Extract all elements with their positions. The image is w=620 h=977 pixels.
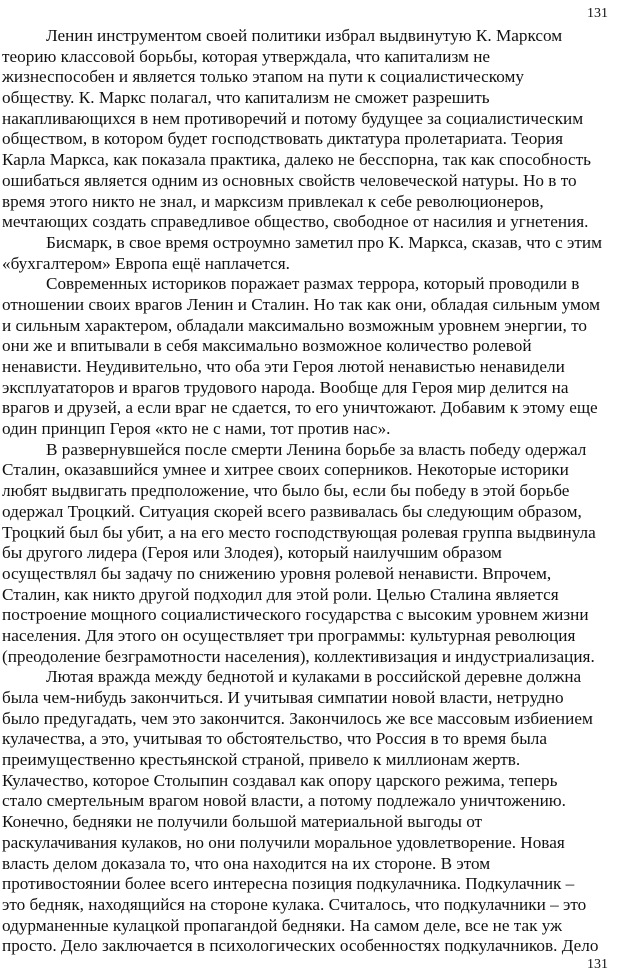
text-line: стало смертельным врагом новой власти, а потому подлежало уничтожению. (2, 791, 566, 811)
text-line: раскулачивания кулаков, но они получили моральное удовлетворение. Новая (2, 832, 565, 852)
text-line: одержал Троцкий. Ситуация скорей всего развивалась бы следующим образом, (2, 501, 582, 521)
text-line: врагов и друзей, а если враг не сдается, то его уничтожают. Добавим к этому еще (2, 398, 598, 418)
text-line: Ленин инструментом своей политики избрал выдвинутую К. Марксом (46, 26, 563, 45)
text-line: они же и впитывали в себя максимально возможное количество ролевой (2, 336, 532, 356)
text-line: это бедняк, находящийся на стороне кулака. Считалось, что подкулачники – это (2, 894, 587, 914)
text-line: Карла Маркса, как показала практика, далеко не бесспорна, так как способность (2, 150, 591, 170)
paragraph (0, 667, 620, 957)
text-line: одурманенные кулацкой пропагандой бедняки. На самом деле, все не так уж (2, 915, 563, 935)
text-line: бы другого лидера (Героя или Злодея), который наилучшим образом (2, 543, 502, 563)
text-line: Сталин, оказавшийся умнее и хитрее своих соперников. Некоторые историки (2, 460, 569, 480)
text-line: противостоянии более всего интересна позиция подкулачника. Подкулачник – (2, 874, 575, 894)
text-line: ненависти. Неудивительно, что оба эти Героя лютой ненавистью ненавидели (2, 357, 565, 376)
text-line: один принцип Героя «кто не с нами, тот против нас». (2, 419, 391, 439)
text-line: обществом, в котором будет господствовать диктатура пролетариата. Теория (2, 129, 563, 149)
text-line: Современных историков поражает размах террора, который проводили в (46, 274, 580, 294)
text-line: Кулачество, которое Столыпин создавал как опору царского режима, теперь (2, 770, 558, 790)
text-line: теорию классовой борьбы, которая утверждала, что капитализм не (2, 46, 491, 66)
text-line: В развернувшейся после смерти Ленина борьбе за власть победу одержал (46, 439, 587, 459)
text-line: «бухгалтером» Европа ещё наплачется. (2, 253, 290, 273)
text-line: (преодоление безграмотности населения), коллективизация и индустриализация. (2, 646, 595, 666)
paragraph (0, 274, 620, 440)
text-line: Сталин, как никто другой подходил для этой роли. Целью Сталина является (2, 584, 559, 604)
text-line: время этого никто не знал, и марксизм привлекал к себе революционеров, (2, 191, 544, 211)
text-line: было предугадать, чем это закончится. Закончилось же все массовым избиением (2, 708, 593, 728)
paragraph (0, 440, 620, 668)
text-line: эксплуататоров и врагов трудового народа. Вообще для Героя мир делится на (2, 377, 569, 397)
text-line: кулачества, а это, учитывая то обстоятельство, что Россия в то время была (2, 729, 548, 749)
text-line: просто. Дело заключается в психологических особенностях подкулачников. Дело (2, 936, 599, 956)
text-line: Лютая вражда между беднотой и кулаками в российской деревне должна (46, 667, 582, 687)
page-number-bottom: 131 (587, 957, 608, 972)
text-line: обществу. К. Маркс полагал, что капитализм не сможет разрешить (2, 88, 490, 108)
text-line: мечтающих создать справедливое общество, свободное от насилия и угнетения. (2, 212, 589, 232)
text-line: была чем-нибудь закончиться. И учитывая симпатии новой власти, нетрудно (2, 688, 564, 707)
text-line: любят выдвигать предположение, что было бы, если бы победу в этой борьбе (2, 481, 570, 501)
text-line: осуществлял бы задачу по снижению уровня ролевой ненависти. Впрочем, (2, 563, 552, 583)
text-line: преимущественно крестьянской страной, привело к миллионам жертв. (2, 750, 521, 770)
text-line: построение мощного социалистического государства с высоким уровнем жизни (2, 605, 589, 625)
paragraph (0, 26, 620, 233)
text-line: жизнеспособен и является только этапом на пути к социалистическому (2, 67, 524, 87)
text-line: отношении своих врагов Ленин и Сталин. Но так как они, обладая сильным умом (2, 294, 601, 314)
page-number-top: 131 (587, 6, 608, 21)
text-line: населения. Для этого он осуществляет три программы: культурная революция (2, 625, 576, 645)
text-line: ошибаться является одним из основных свойств человеческой натуры. Но в то (2, 170, 577, 190)
text-line: Бисмарк, в свое время остроумно заметил про К. Маркса, сказав, что с этим (46, 232, 602, 252)
paragraph (0, 233, 620, 274)
text-line: Троцкий был бы убит, а на его место господствующая ролевая группа выдвинула (2, 522, 596, 542)
text-line: Конечно, бедняки не получили большой материальной выгоды от (2, 812, 483, 832)
document-body (0, 26, 620, 957)
text-line: накапливающихся в нем противоречий и потому будущее за социалистическим (2, 108, 584, 128)
text-line: и сильным характером, обладали максимально возможным уровнем энергии, то (2, 315, 587, 335)
text-line: власть делом доказала то, что она находится на их стороне. В этом (2, 853, 491, 873)
